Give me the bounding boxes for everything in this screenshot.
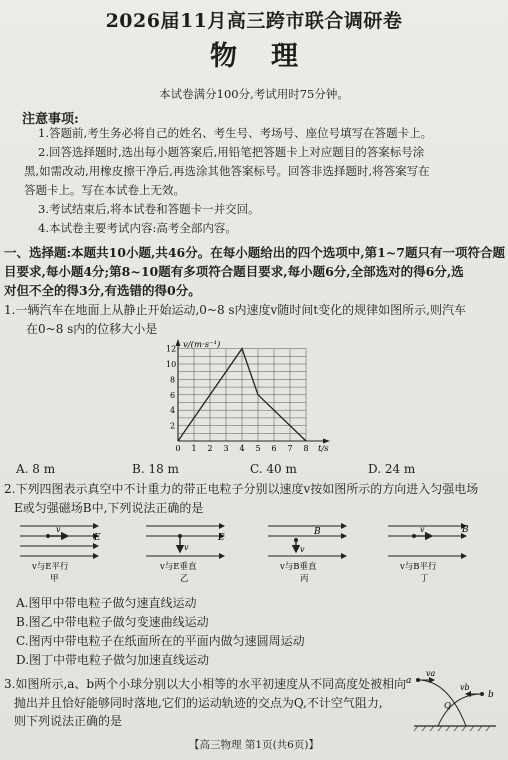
y-tick-label: 8 bbox=[170, 375, 176, 385]
field-label: E bbox=[94, 533, 101, 543]
q3-stem-line3: 则下列说法正确的是 bbox=[14, 714, 123, 728]
caption: v与B平行 bbox=[400, 562, 437, 572]
notice-item-3: 3.考试结束后,将本试卷和答题卡一并交回。 bbox=[38, 202, 260, 216]
q2-stem-line1: 2.下列四图表示真空中不计重力的带正电粒子分别以速度v按如图所示的方向进入匀强电场 bbox=[4, 482, 479, 496]
x-tick-label: 7 bbox=[287, 444, 293, 453]
x-tick-label: 0 bbox=[175, 444, 181, 453]
field-label: B bbox=[462, 525, 469, 535]
y-tick-label: 6 bbox=[170, 390, 176, 400]
q2-option-c: C.图丙中带电粒子在纸面所在的平面内做匀速圆周运动 bbox=[16, 634, 305, 648]
label-a: a bbox=[406, 676, 412, 686]
q1-stem-line1: 1.一辆汽车在地面上从静止开始运动,0~8 s内速度v随时间t变化的规律如图所示,则汽车 bbox=[4, 303, 466, 317]
field-label: E bbox=[218, 533, 225, 543]
q1-option-a: A. 8 m bbox=[16, 462, 56, 476]
x-tick-label: 2 bbox=[207, 444, 213, 453]
figure-ding bbox=[388, 525, 469, 584]
figure-name: 乙 bbox=[180, 574, 189, 584]
x-tick-label: 3 bbox=[223, 444, 229, 453]
y-axis-arrow bbox=[176, 339, 181, 346]
chart-grid bbox=[178, 349, 306, 441]
notice-item-1: 1.答题前,考生务必将自己的姓名、考生号、考场号、座位号填写在答题卡上。 bbox=[38, 126, 433, 140]
q2-option-b: B.图乙中带电粒子做匀变速曲线运动 bbox=[16, 615, 209, 629]
y-tick-label: 12 bbox=[166, 344, 177, 354]
vel-label: v bbox=[56, 525, 61, 534]
ground-hatch bbox=[414, 726, 490, 731]
q2-stem-line2: E或匀强磁场B中,下列说法正确的是 bbox=[14, 501, 204, 515]
q1-option-b: B. 18 m bbox=[132, 462, 179, 476]
x-tick-label: 4 bbox=[239, 444, 245, 453]
label-b: b bbox=[488, 690, 494, 700]
q3-stem-line2: 抛出并且恰好能够同时落地,它们的运动轨迹的交点为Q,不计空气阻力, bbox=[14, 696, 383, 710]
label-q: Q bbox=[444, 701, 451, 711]
label-va: va bbox=[426, 669, 436, 678]
trajectory-a bbox=[418, 680, 466, 726]
notice-item-2-cont2: 答题卡上。写在本试卷上无效。 bbox=[24, 183, 185, 197]
x-tick-label: 1 bbox=[191, 444, 197, 453]
x-axis-label: t/s bbox=[318, 444, 329, 454]
y-tick-label: 10 bbox=[166, 360, 177, 369]
x-tick-label: 5 bbox=[255, 444, 261, 453]
ball-b bbox=[480, 692, 484, 696]
subject-title: 物理 bbox=[210, 41, 332, 72]
notice-item-2: 2.回答选择题时,选出每小题答案后,用铅笔把答题卡上对应题目的答案标号涂 bbox=[38, 145, 425, 159]
x-tick-label: 8 bbox=[303, 444, 309, 453]
q2-option-a: A.图甲中带电粒子做匀速直线运动 bbox=[16, 596, 197, 610]
q2-option-d: D.图丁中带电粒子做匀加速直线运动 bbox=[16, 653, 210, 667]
section-instruction-line2: 目要求,每小题4分;第8~10题有多项符合题目要求,每小题6分,全部选对的得6分,选 bbox=[4, 264, 464, 279]
field-label: B bbox=[314, 527, 321, 537]
q3-figure bbox=[404, 668, 504, 732]
label-vb: vb bbox=[460, 683, 470, 692]
section-instruction-line3: 对但不全的得3分,有选错的得0分。 bbox=[4, 283, 201, 298]
section-instruction-line1: 一、选择题:本题共10小题,共46分。在每小题给出的四个选项中,第1~7题只有一项符合题 bbox=[4, 245, 505, 260]
vel-label: v bbox=[420, 525, 425, 534]
ball-a bbox=[416, 678, 420, 682]
q1-option-d: D. 24 m bbox=[368, 462, 416, 476]
x-tick-label: 6 bbox=[271, 444, 277, 453]
q1-option-c: C. 40 m bbox=[250, 462, 297, 476]
caption: v与B垂直 bbox=[280, 562, 317, 572]
q1-stem-line2: 在0~8 s内的位移大小是 bbox=[26, 322, 158, 336]
vt-chart bbox=[150, 337, 340, 459]
vel-label: v bbox=[300, 545, 305, 554]
caption: v与E平行 bbox=[32, 562, 69, 572]
figure-name: 甲 bbox=[50, 574, 59, 584]
score-line: 本试卷满分100分,考试用时75分钟。 bbox=[159, 87, 349, 101]
caption: v与E垂直 bbox=[160, 562, 197, 572]
q2-figures bbox=[10, 518, 490, 590]
figure-yi bbox=[146, 526, 225, 584]
page-footer: 【高三物理 第1页(共6页)】 bbox=[189, 739, 319, 751]
notice-heading: 注意事项: bbox=[22, 112, 79, 127]
q3-stem-line1: 3.如图所示,a、b两个小球分别以大小相等的水平初速度从不同高度处被相向 bbox=[4, 677, 407, 691]
notice-item-4: 4.本试卷主要考试内容:高考全部内容。 bbox=[38, 221, 237, 235]
figure-name: 丙 bbox=[300, 574, 309, 584]
y-tick-label: 2 bbox=[170, 421, 176, 431]
x-axis-arrow bbox=[323, 439, 330, 444]
exam-title: 2026届11月高三跨市联合调研卷 bbox=[105, 10, 403, 32]
y-tick-label: 4 bbox=[170, 406, 176, 416]
notice-item-2-cont: 黑,如需改动,用橡皮擦干净后,再选涂其他答案标号。回答非选择题时,将答案写在 bbox=[24, 164, 430, 178]
y-axis-label: v/(m·s⁻¹) bbox=[183, 340, 221, 350]
vel-label: v bbox=[184, 543, 189, 552]
figure-name: 丁 bbox=[420, 574, 429, 584]
figure-jia bbox=[20, 525, 101, 584]
figure-bing bbox=[268, 526, 346, 584]
